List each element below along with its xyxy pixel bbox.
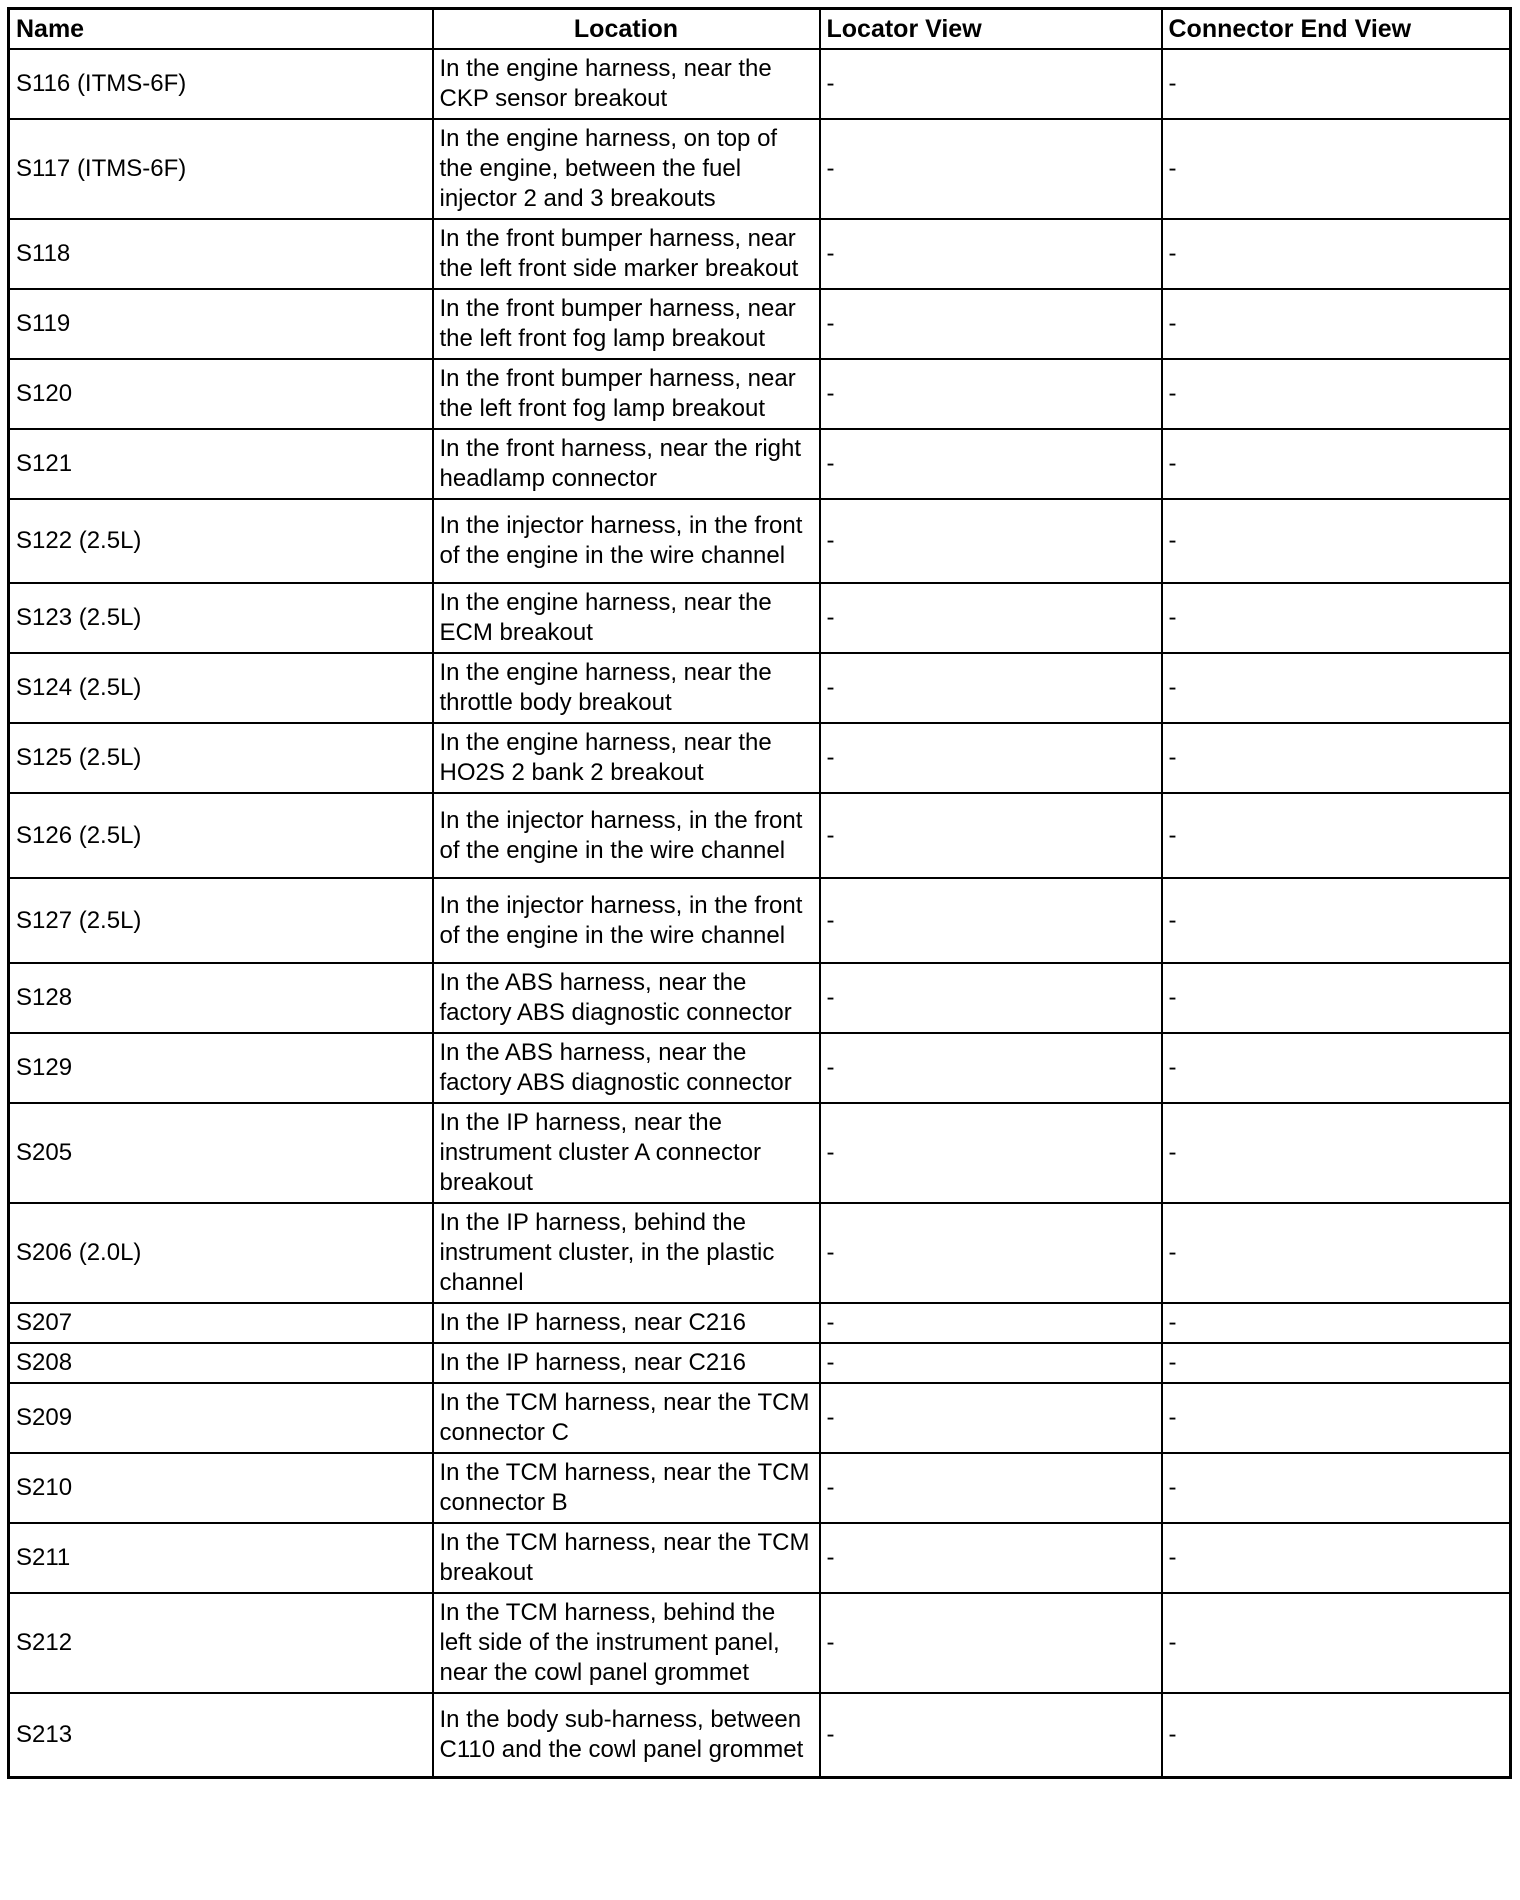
cell-location: In the TCM harness, near the TCM connector C [433,1383,820,1453]
table-body [9,49,1511,1777]
cell-locator-view: - [820,219,1162,289]
cell-connector-end-view: - [1162,878,1511,963]
cell-name: S116 (ITMS-6F) [9,49,433,119]
cell-locator-view: - [820,1453,1162,1523]
cell-locator-view: - [820,653,1162,723]
table-row [9,1523,1511,1593]
cell-locator-view: - [820,49,1162,119]
cell-connector-end-view: - [1162,119,1511,219]
cell-name: S207 [9,1303,433,1343]
table-row [9,1203,1511,1303]
table-row [9,1303,1511,1343]
cell-locator-view: - [820,119,1162,219]
cell-connector-end-view: - [1162,429,1511,499]
table-row [9,499,1511,583]
cell-connector-end-view: - [1162,1303,1511,1343]
cell-name: S126 (2.5L) [9,793,433,878]
cell-location: In the engine harness, near the throttle body breakout [433,653,820,723]
column-header-name: Name [9,9,433,50]
cell-location: In the ABS harness, near the factory ABS diagnostic connector [433,963,820,1033]
cell-connector-end-view: - [1162,359,1511,429]
cell-name: S127 (2.5L) [9,878,433,963]
table-row [9,1693,1511,1777]
cell-connector-end-view: - [1162,653,1511,723]
cell-name: S205 [9,1103,433,1203]
cell-location: In the injector harness, in the front of the engine in the wire channel [433,499,820,583]
cell-locator-view: - [820,289,1162,359]
cell-connector-end-view: - [1162,1593,1511,1693]
cell-location: In the injector harness, in the front of the engine in the wire channel [433,878,820,963]
cell-connector-end-view: - [1162,49,1511,119]
column-header-location: Location [433,9,820,50]
cell-name: S208 [9,1343,433,1383]
cell-locator-view: - [820,499,1162,583]
cell-name: S125 (2.5L) [9,723,433,793]
table-row [9,583,1511,653]
column-header-connector-end-view: Connector End View [1162,9,1511,50]
cell-location: In the IP harness, near C216 [433,1343,820,1383]
cell-location: In the front harness, near the right headlamp connector [433,429,820,499]
cell-connector-end-view: - [1162,289,1511,359]
cell-name: S128 [9,963,433,1033]
cell-name: S209 [9,1383,433,1453]
cell-location: In the TCM harness, near the TCM connector B [433,1453,820,1523]
cell-location: In the IP harness, near the instrument cluster A connector breakout [433,1103,820,1203]
cell-locator-view: - [820,1593,1162,1693]
cell-name: S119 [9,289,433,359]
table-row [9,963,1511,1033]
column-header-locator-view: Locator View [820,9,1162,50]
table-row [9,119,1511,219]
cell-connector-end-view: - [1162,963,1511,1033]
cell-location: In the engine harness, near the CKP sensor breakout [433,49,820,119]
cell-connector-end-view: - [1162,1523,1511,1593]
table-row [9,219,1511,289]
cell-locator-view: - [820,878,1162,963]
cell-connector-end-view: - [1162,1383,1511,1453]
cell-location: In the engine harness, on top of the engine, between the fuel injector 2 and 3 breakouts [433,119,820,219]
cell-locator-view: - [820,429,1162,499]
splice-location-table-container [7,7,1509,1779]
cell-locator-view: - [820,1693,1162,1777]
cell-name: S213 [9,1693,433,1777]
cell-location: In the front bumper harness, near the left front fog lamp breakout [433,359,820,429]
table-row [9,1383,1511,1453]
table-row [9,429,1511,499]
cell-name: S121 [9,429,433,499]
cell-location: In the engine harness, near the ECM breakout [433,583,820,653]
cell-name: S210 [9,1453,433,1523]
cell-locator-view: - [820,583,1162,653]
cell-connector-end-view: - [1162,1103,1511,1203]
cell-locator-view: - [820,1383,1162,1453]
cell-location: In the IP harness, near C216 [433,1303,820,1343]
table-row [9,289,1511,359]
cell-name: S117 (ITMS-6F) [9,119,433,219]
cell-locator-view: - [820,1303,1162,1343]
cell-location: In the body sub-harness, between C110 and the cowl panel grommet [433,1693,820,1777]
table-row [9,878,1511,963]
cell-name: S212 [9,1593,433,1693]
cell-location: In the IP harness, behind the instrument cluster, in the plastic channel [433,1203,820,1303]
cell-connector-end-view: - [1162,583,1511,653]
cell-connector-end-view: - [1162,219,1511,289]
cell-location: In the front bumper harness, near the left front fog lamp breakout [433,289,820,359]
table-row [9,1343,1511,1383]
table-row [9,1033,1511,1103]
cell-locator-view: - [820,723,1162,793]
cell-connector-end-view: - [1162,793,1511,878]
cell-locator-view: - [820,1033,1162,1103]
cell-name: S206 (2.0L) [9,1203,433,1303]
cell-name: S211 [9,1523,433,1593]
table-row [9,793,1511,878]
cell-name: S124 (2.5L) [9,653,433,723]
cell-name: S120 [9,359,433,429]
cell-name: S129 [9,1033,433,1103]
cell-connector-end-view: - [1162,1693,1511,1777]
cell-connector-end-view: - [1162,1203,1511,1303]
cell-connector-end-view: - [1162,1033,1511,1103]
cell-locator-view: - [820,1203,1162,1303]
cell-location: In the TCM harness, near the TCM breakout [433,1523,820,1593]
cell-location: In the ABS harness, near the factory ABS diagnostic connector [433,1033,820,1103]
table-row [9,1103,1511,1203]
table-header-row [9,9,1511,50]
cell-locator-view: - [820,1103,1162,1203]
table-row [9,49,1511,119]
table-row [9,359,1511,429]
cell-location: In the front bumper harness, near the left front side marker breakout [433,219,820,289]
cell-locator-view: - [820,1523,1162,1593]
cell-locator-view: - [820,963,1162,1033]
table-row [9,723,1511,793]
table-row [9,1593,1511,1693]
cell-locator-view: - [820,359,1162,429]
cell-connector-end-view: - [1162,723,1511,793]
cell-name: S122 (2.5L) [9,499,433,583]
cell-locator-view: - [820,1343,1162,1383]
cell-name: S123 (2.5L) [9,583,433,653]
table-row [9,653,1511,723]
cell-locator-view: - [820,793,1162,878]
cell-connector-end-view: - [1162,1453,1511,1523]
cell-connector-end-view: - [1162,499,1511,583]
cell-location: In the engine harness, near the HO2S 2 bank 2 breakout [433,723,820,793]
cell-location: In the TCM harness, behind the left side of the instrument panel, near the cowl panel grommet [433,1593,820,1693]
table-row [9,1453,1511,1523]
cell-connector-end-view: - [1162,1343,1511,1383]
cell-location: In the injector harness, in the front of the engine in the wire channel [433,793,820,878]
cell-name: S118 [9,219,433,289]
splice-location-table [7,7,1512,1779]
